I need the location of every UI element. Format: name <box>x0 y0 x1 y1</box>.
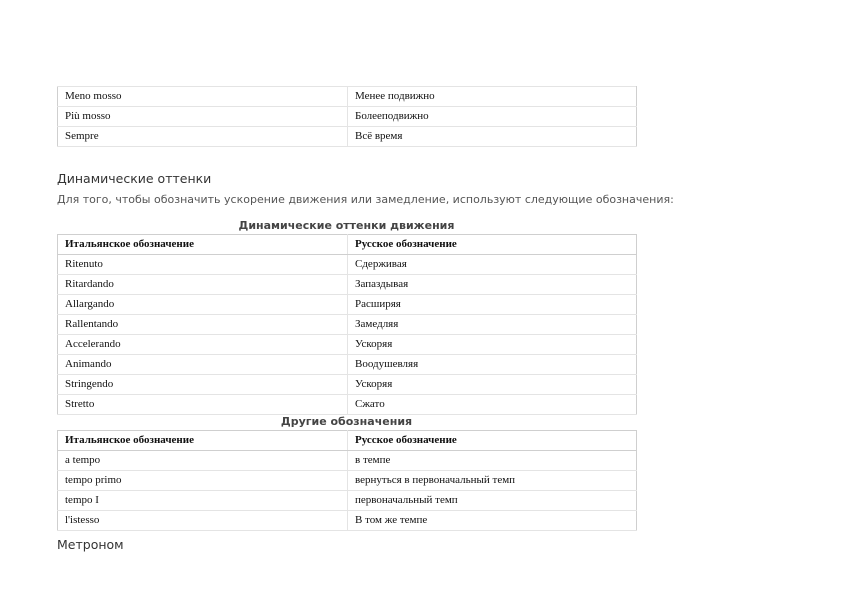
russian-term: в темпе <box>348 451 637 471</box>
italian-term: Rallentando <box>58 315 348 335</box>
table-row <box>58 511 637 531</box>
italian-term: Ritardando <box>58 275 348 295</box>
russian-term: первоначальный темп <box>348 491 637 511</box>
table-row <box>58 255 637 275</box>
table-row <box>58 275 637 295</box>
italian-term: Animando <box>58 355 348 375</box>
italian-term: tempo primo <box>58 471 348 491</box>
italian-term: Ritenuto <box>58 255 348 275</box>
table-row <box>58 395 637 415</box>
italian-term: Più mosso <box>58 107 348 127</box>
table-row <box>58 295 637 315</box>
russian-term: Запаздывая <box>348 275 637 295</box>
russian-term: Ускоряя <box>348 335 637 355</box>
italian-term: Stretto <box>58 395 348 415</box>
italian-term: Stringendo <box>58 375 348 395</box>
other-table <box>57 430 637 531</box>
section-paragraph-dynamics: Для того, чтобы обозначить ускорение движения или замедление, используют следующие обозначения: <box>57 193 674 206</box>
column-header-italian: Итальянское обозначение <box>58 431 348 451</box>
table-row <box>58 335 637 355</box>
section-heading-metronome: Метроном <box>57 537 124 552</box>
table-row <box>58 471 637 491</box>
section-heading-dynamics: Динамические оттенки <box>57 171 212 186</box>
column-header-italian: Итальянское обозначение <box>58 235 348 255</box>
russian-term: Воодушевляя <box>348 355 637 375</box>
russian-term: В том же темпе <box>348 511 637 531</box>
table-row <box>58 355 637 375</box>
table-row <box>58 451 637 471</box>
column-header-russian: Русское обозначение <box>348 235 637 255</box>
russian-term: Сдерживая <box>348 255 637 275</box>
italian-term: Accelerando <box>58 335 348 355</box>
table-row <box>58 127 637 147</box>
table-header-row <box>58 431 637 451</box>
table-row <box>58 315 637 335</box>
russian-term: Болееподвижно <box>348 107 637 127</box>
russian-term: Расширяя <box>348 295 637 315</box>
other-table-caption: Другие обозначения <box>280 415 413 428</box>
russian-term: Ускоряя <box>348 375 637 395</box>
tempo-terms-table <box>57 86 637 147</box>
italian-term: Allargando <box>58 295 348 315</box>
russian-term: Замедляя <box>348 315 637 335</box>
table-row <box>58 375 637 395</box>
italian-term: Meno mosso <box>58 87 348 107</box>
russian-term: Всё время <box>348 127 637 147</box>
table-row <box>58 87 637 107</box>
italian-term: Sempre <box>58 127 348 147</box>
dynamics-table-caption: Динамические оттенки движения <box>238 219 455 232</box>
italian-term: tempo I <box>58 491 348 511</box>
russian-term: Менее подвижно <box>348 87 637 107</box>
russian-term: вернуться в первоначальный темп <box>348 471 637 491</box>
italian-term: a tempo <box>58 451 348 471</box>
dynamics-table <box>57 234 637 415</box>
column-header-russian: Русское обозначение <box>348 431 637 451</box>
table-row <box>58 107 637 127</box>
italian-term: l'istesso <box>58 511 348 531</box>
russian-term: Сжато <box>348 395 637 415</box>
table-header-row <box>58 235 637 255</box>
table-row <box>58 491 637 511</box>
